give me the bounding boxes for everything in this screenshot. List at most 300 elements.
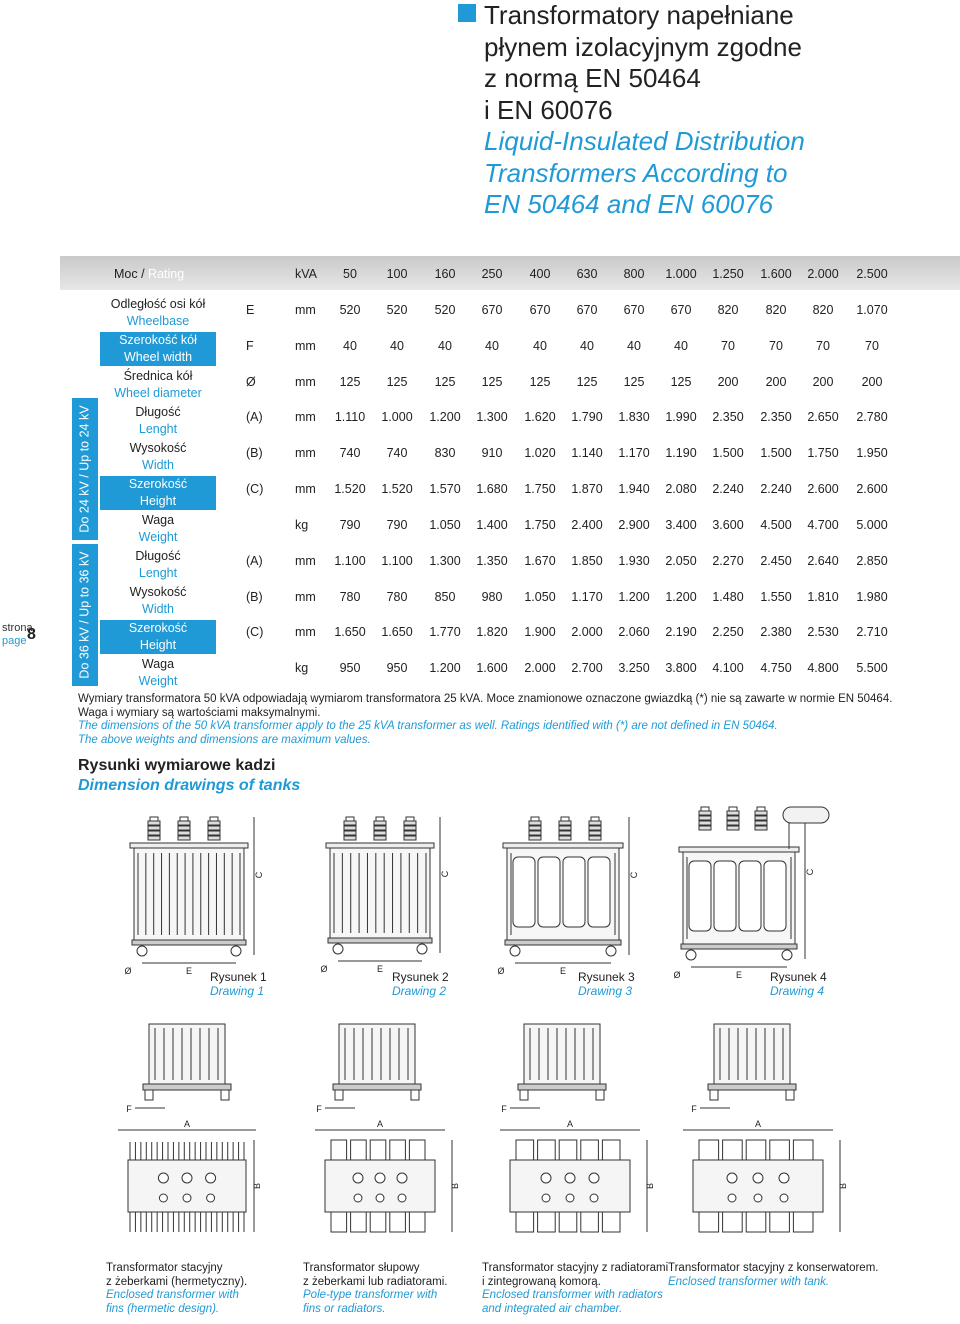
- desc-1-pl-2: z żeberkami (hermetyczny).: [106, 1275, 248, 1288]
- bushing-top: [566, 1194, 574, 1202]
- bushing-cap: [531, 817, 539, 821]
- figure-caption-4: [770, 970, 827, 998]
- table-cell: 2.080: [665, 482, 697, 496]
- side-base: [143, 1084, 231, 1090]
- section-title: [78, 756, 300, 796]
- row-label: [100, 584, 216, 618]
- note-pl-2: Waga i wymiary są wartościami maksymalnymi.: [78, 706, 321, 719]
- radiator-top: [409, 1212, 425, 1232]
- side-base: [708, 1084, 796, 1090]
- radiator-top: [723, 1212, 743, 1232]
- table-notes: [78, 693, 938, 747]
- row-label-en: Width: [142, 458, 174, 472]
- table-cell: 1.200: [429, 410, 461, 424]
- bushing-shed: [404, 831, 416, 835]
- row-symbol: (A): [246, 554, 263, 568]
- table-cell: 1.950: [856, 446, 888, 460]
- rating-label-pl: Moc /: [114, 267, 145, 281]
- note-en-2: The above weights and dimensions are maximum values.: [78, 733, 371, 746]
- table-cell: 125: [623, 375, 645, 389]
- radiator-top: [516, 1212, 534, 1232]
- bushing-cap: [701, 807, 709, 811]
- table-cell: 790: [386, 518, 408, 532]
- rating-header-cell: 2.500: [856, 267, 888, 281]
- figure-3-label-pl: Rysunek 3: [578, 970, 635, 984]
- row-label-pl: Szerokość: [128, 621, 188, 635]
- radiator-top: [793, 1140, 813, 1160]
- table-cell: 520: [434, 303, 456, 317]
- figure-caption-2: [392, 970, 449, 998]
- radiator-top: [770, 1212, 790, 1232]
- note-pl-1: Wymiary transformatora 50 kVA odpowiadają wymiarom transformatora 25 kVA. Moce znamionowe oznaczone gwiazdką (*) nie są zawarte w normie EN 50464.: [78, 693, 893, 705]
- desc-1-en-1: Enclosed transformer with: [106, 1289, 239, 1301]
- tank-side-view: [510, 1024, 606, 1108]
- drawing-3-side: [490, 1020, 630, 1115]
- conservator-tank: [783, 807, 829, 823]
- table-cell: 3.600: [712, 518, 744, 532]
- table-cell: 1.650: [334, 625, 366, 639]
- row-label: [100, 296, 216, 330]
- table-cell: 1.500: [712, 446, 744, 460]
- row-label-en: Weight: [138, 530, 178, 544]
- radiator-top: [581, 1212, 599, 1232]
- radiator-top: [390, 1140, 406, 1160]
- side-wheel: [335, 1090, 343, 1100]
- tank-side-body: [149, 1024, 225, 1084]
- table-cell: 2.270: [712, 554, 744, 568]
- table-cell: 1.570: [429, 482, 461, 496]
- wheel: [333, 944, 343, 954]
- table-cell: 1.350: [476, 554, 508, 568]
- table-cell: 40: [485, 339, 499, 353]
- desc-4-en-1: Enclosed transformer with tank.: [668, 1275, 830, 1288]
- row-label-pl: Waga: [141, 657, 175, 671]
- table-cell: 820: [717, 303, 739, 317]
- tank-body: [134, 848, 244, 940]
- tank-top-body: [693, 1160, 823, 1212]
- bushing-shed: [559, 826, 571, 830]
- side-wheel: [710, 1090, 718, 1100]
- row-unit: mm: [295, 482, 316, 496]
- bushing-shed: [529, 821, 541, 825]
- bushing-shed: [529, 831, 541, 835]
- table-cell: 1.940: [618, 482, 650, 496]
- rating-unit: kVA: [295, 267, 317, 281]
- table-cell: 4.100: [712, 661, 744, 675]
- desc-3-en-1: Enclosed transformer with radiators: [482, 1289, 663, 1301]
- table-cell: 830: [434, 446, 456, 460]
- radiator-panel: [739, 861, 761, 931]
- row-label-pl: Średnica kół: [123, 369, 193, 383]
- radiator-panel: [764, 861, 786, 931]
- tank-top-view: [118, 1130, 256, 1232]
- tank-side-body: [524, 1024, 600, 1084]
- table-cell: 125: [434, 375, 456, 389]
- table-cell: 670: [576, 303, 598, 317]
- bushing-top: [728, 1194, 736, 1202]
- rating-header-cell: 50: [343, 267, 357, 281]
- radiator-top: [699, 1212, 719, 1232]
- bushing-cap: [376, 817, 384, 821]
- table-cell: 950: [339, 661, 361, 675]
- table-cell: 670: [481, 303, 503, 317]
- table-cell: 2.640: [807, 554, 839, 568]
- row-label-pl: Odległość osi kół: [110, 297, 206, 311]
- table-cell: 1.200: [429, 661, 461, 675]
- radiator-top: [370, 1212, 386, 1232]
- bushing-top: [354, 1194, 362, 1202]
- tank-side-body: [339, 1024, 415, 1084]
- row-label-pl: Długość: [135, 549, 181, 563]
- figure-description-4: [668, 1262, 878, 1289]
- bushing-top: [779, 1173, 789, 1183]
- table-cell: 40: [390, 339, 404, 353]
- wheel: [782, 950, 792, 960]
- wheel: [606, 946, 616, 956]
- bushing-cap: [561, 817, 569, 821]
- table-cell: 820: [812, 303, 834, 317]
- table-cell: 1.850: [571, 554, 603, 568]
- drawing-2-side: [305, 1020, 445, 1115]
- section-title-pl: Rysunki wymiarowe kadzi: [78, 757, 276, 774]
- bushing-shed: [727, 811, 739, 815]
- table-cell: 2.400: [571, 518, 603, 532]
- table-cell: 70: [865, 339, 879, 353]
- tank-lid: [326, 843, 434, 848]
- radiator-top: [351, 1212, 367, 1232]
- dimension-label-c: C: [629, 871, 639, 879]
- table-cell: 2.240: [712, 482, 744, 496]
- bushing-shed: [178, 831, 190, 835]
- dimension-label-e: E: [185, 966, 193, 976]
- title-pl-line-4: i EN 60076: [484, 94, 613, 125]
- bushing-top: [727, 1173, 737, 1183]
- bushing-top: [590, 1194, 598, 1202]
- header-accent-square: [458, 4, 476, 22]
- row-label-en: Height: [139, 494, 177, 508]
- radiator-top: [770, 1140, 790, 1160]
- figure-4-label-en: Drawing 4: [770, 984, 825, 998]
- tank-side-body: [714, 1024, 790, 1084]
- tank-front-view: [326, 817, 440, 961]
- rating-header-cell: 250: [481, 267, 503, 281]
- page-label-pl: strona: [2, 622, 33, 634]
- table-cell: 2.650: [807, 410, 839, 424]
- table-cell: 70: [721, 339, 735, 353]
- table-cell: 1.830: [618, 410, 650, 424]
- bushing-shed: [755, 816, 767, 820]
- bushing-shed: [208, 836, 220, 840]
- bushing-shed: [374, 836, 386, 840]
- table-cell: 200: [861, 375, 883, 389]
- title-en-line-3: EN 50464 and EN 60076: [484, 189, 774, 219]
- tank-top-body: [128, 1160, 246, 1212]
- desc-3-pl-1: Transformator stacyjny z radiatorami: [482, 1262, 669, 1274]
- row-label: [100, 440, 216, 474]
- radiator-panel: [714, 861, 736, 931]
- row-unit: mm: [295, 375, 316, 389]
- dimension-label-a: A: [566, 1119, 574, 1129]
- row-symbol: (C): [246, 482, 264, 496]
- row-unit: mm: [295, 590, 316, 604]
- table-cell: 40: [580, 339, 594, 353]
- dimension-label-f: F: [126, 1104, 132, 1114]
- bushing-shed: [755, 826, 767, 830]
- bushing-shed: [344, 831, 356, 835]
- table-cell: 125: [386, 375, 408, 389]
- table-cell: 2.710: [856, 625, 888, 639]
- table-cell: 740: [339, 446, 361, 460]
- bushing-shed: [727, 826, 739, 830]
- row-label-en: Wheelbase: [126, 314, 190, 328]
- rating-header-cell: 630: [576, 267, 598, 281]
- bushing-shed: [559, 821, 571, 825]
- drawing-2-top: [300, 1120, 460, 1260]
- row-symbol: Ø: [246, 375, 256, 389]
- rating-header-cell: 2.000: [807, 267, 839, 281]
- row-symbol: (B): [246, 446, 263, 460]
- note-en-1: The dimensions of the 50 kVA transformer apply to the 25 kVA transformer as well. Ratings identified with (*) are not defined in EN 50464.: [78, 720, 778, 732]
- bushing-shed: [559, 831, 571, 835]
- bushing-shed: [727, 816, 739, 820]
- row-unit: mm: [295, 339, 316, 353]
- bushing-cap: [346, 817, 354, 821]
- table-cell: 1.600: [476, 661, 508, 675]
- figure-2-label-en: Drawing 2: [392, 984, 447, 998]
- tank-front-view: [503, 817, 629, 963]
- tank-base: [505, 940, 621, 945]
- table-cell: 2.000: [571, 625, 603, 639]
- radiator-top: [409, 1140, 425, 1160]
- bushing-shed: [529, 826, 541, 830]
- side-wheel: [596, 1090, 604, 1100]
- table-cell: 1.750: [807, 446, 839, 460]
- table-cell: 40: [674, 339, 688, 353]
- table-cell: 1.820: [476, 625, 508, 639]
- radiator-top: [602, 1212, 620, 1232]
- row-label-pl: Szerokość: [128, 477, 188, 491]
- table-cell: 1.300: [476, 410, 508, 424]
- dimension-label-e: E: [735, 970, 743, 980]
- dimension-label-f: F: [316, 1104, 322, 1114]
- side-wheel: [786, 1090, 794, 1100]
- radiator-top: [602, 1140, 620, 1160]
- radiator-top: [746, 1140, 766, 1160]
- group-36kv-label: Do 36 kV / Up to 36 kV: [78, 551, 92, 679]
- table-cell: 1.400: [476, 518, 508, 532]
- bushing-top: [206, 1173, 216, 1183]
- row-symbol: (B): [246, 590, 263, 604]
- dimension-label-o: Ø: [320, 964, 328, 974]
- table-cell: 3.250: [618, 661, 650, 675]
- bushing-cap: [180, 817, 188, 821]
- row-label: [100, 656, 216, 690]
- table-cell: 1.170: [618, 446, 650, 460]
- radiator-panel: [538, 857, 560, 927]
- bushing-top: [589, 1173, 599, 1183]
- table-cell: 40: [627, 339, 641, 353]
- table-cell: 40: [343, 339, 357, 353]
- bushing-shed: [699, 816, 711, 820]
- row-label: [100, 368, 216, 402]
- radiator-top: [793, 1212, 813, 1232]
- bushing-shed: [208, 826, 220, 830]
- table-cell: 70: [816, 339, 830, 353]
- table-cell: 2.190: [665, 625, 697, 639]
- tank-base: [328, 938, 432, 943]
- dimension-label-o: Ø: [497, 966, 505, 976]
- table-cell: 1.620: [524, 410, 556, 424]
- table-cell: 1.870: [571, 482, 603, 496]
- tank-front-view: [679, 807, 805, 967]
- row-label: [100, 476, 216, 510]
- dimension-label-a: A: [754, 1119, 762, 1129]
- row-label: [100, 404, 216, 438]
- bushing-top: [159, 1194, 167, 1202]
- dimension-label-c: C: [440, 870, 450, 878]
- bushing-shed: [755, 811, 767, 815]
- table-cell: 4.500: [760, 518, 792, 532]
- desc-3-en-2: and integrated air chamber.: [482, 1302, 623, 1315]
- radiator-top: [516, 1140, 534, 1160]
- table-cell: 670: [623, 303, 645, 317]
- dimension-label-a: A: [376, 1119, 384, 1129]
- figure-4-label-pl: Rysunek 4: [770, 970, 827, 984]
- wheel: [231, 946, 241, 956]
- bushing-shed: [404, 836, 416, 840]
- radiator-panel: [588, 857, 610, 927]
- table-cell: 2.600: [856, 482, 888, 496]
- bushing-top: [398, 1194, 406, 1202]
- tank-body: [330, 848, 430, 938]
- radiator-top: [331, 1140, 347, 1160]
- bushing-shed: [374, 831, 386, 835]
- figure-1-label-pl: Rysunek 1: [210, 970, 267, 984]
- figure-description-2: [303, 1262, 447, 1316]
- tank-top-view: [500, 1130, 647, 1232]
- radiator-top: [559, 1140, 577, 1160]
- bushing-shed: [589, 821, 601, 825]
- wheel: [510, 946, 520, 956]
- table-cell: 5.500: [856, 661, 888, 675]
- table-cell: 1.100: [381, 554, 413, 568]
- dimension-label-f: F: [501, 1104, 507, 1114]
- row-unit: mm: [295, 410, 316, 424]
- rating-header-cell: 160: [434, 267, 456, 281]
- drawing-4-top: [668, 1120, 848, 1260]
- radiator-top: [723, 1140, 743, 1160]
- tank-top-view: [315, 1130, 452, 1232]
- bushing-cap: [150, 817, 158, 821]
- bushing-cap: [757, 807, 765, 811]
- radiator-top: [581, 1140, 599, 1160]
- radiator-top: [699, 1140, 719, 1160]
- tank-side-view: [325, 1024, 421, 1108]
- page-label-en: page: [2, 635, 27, 647]
- table-cell: 1.680: [476, 482, 508, 496]
- bushing-shed: [148, 826, 160, 830]
- table-cell: 200: [717, 375, 739, 389]
- table-cell: 2.450: [760, 554, 792, 568]
- bushing-shed: [178, 826, 190, 830]
- rating-label-en: Rating: [148, 267, 185, 281]
- table-cell: 1.480: [712, 590, 744, 604]
- figure-caption-3: [578, 970, 635, 998]
- bushing-shed: [529, 836, 541, 840]
- dimension-label-o: Ø: [673, 970, 681, 980]
- radiator-top: [538, 1140, 556, 1160]
- desc-2-pl-1: Transformator słupowy: [303, 1262, 420, 1274]
- dimension-label-a: A: [183, 1119, 191, 1129]
- dimension-label-c: C: [254, 871, 264, 879]
- bushing-shed: [589, 826, 601, 830]
- table-cell: 670: [529, 303, 551, 317]
- table-cell: 200: [765, 375, 787, 389]
- bushing-shed: [178, 821, 190, 825]
- drawing-3-front: [485, 815, 645, 976]
- table-cell: 780: [339, 590, 361, 604]
- bushing-shed: [148, 831, 160, 835]
- table-cell: 910: [481, 446, 503, 460]
- desc-4-pl-1: Transformator stacyjny z konserwatorem.: [668, 1262, 879, 1274]
- tank-lid: [130, 843, 248, 848]
- figure-2-label-pl: Rysunek 2: [392, 970, 449, 984]
- bushing-shed: [208, 831, 220, 835]
- bushing-cap: [406, 817, 414, 821]
- table-cell: 40: [533, 339, 547, 353]
- bushing-shed: [344, 826, 356, 830]
- table-cell: 1.790: [571, 410, 603, 424]
- side-base: [518, 1084, 606, 1090]
- figure-1-label-en: Drawing 1: [210, 984, 265, 998]
- bushing-shed: [699, 826, 711, 830]
- dimension-label-e: E: [376, 964, 384, 974]
- table-cell: 520: [339, 303, 361, 317]
- table-cell: 1.050: [429, 518, 461, 532]
- rating-header-cell: 1.000: [665, 267, 697, 281]
- tank-top-body: [325, 1160, 435, 1212]
- drawing-1-side: [115, 1020, 255, 1115]
- desc-2-en-1: Pole-type transformer with: [303, 1289, 438, 1301]
- wheel: [417, 944, 427, 954]
- row-label-en: Wheel diameter: [114, 386, 202, 400]
- tank-top-view: [683, 1130, 840, 1232]
- bushing-shed: [699, 821, 711, 825]
- row-unit: kg: [295, 661, 309, 675]
- dimension-label-f: F: [691, 1104, 697, 1114]
- bushing-top: [375, 1173, 385, 1183]
- tank-side-view: [135, 1024, 231, 1108]
- drawing-1-front: [114, 815, 269, 976]
- title-pl-line-1: Transformatory napełniane: [484, 0, 794, 30]
- bushing-shed: [374, 826, 386, 830]
- table-cell: 5.000: [856, 518, 888, 532]
- bushing-top: [753, 1173, 763, 1183]
- table-cell: 1.100: [334, 554, 366, 568]
- row-label: [100, 332, 216, 366]
- row-label: [100, 620, 216, 654]
- desc-2-en-2: fins or radiators.: [303, 1302, 386, 1315]
- tank-lid: [503, 843, 623, 848]
- table-cell: 950: [386, 661, 408, 675]
- table-cell: 125: [576, 375, 598, 389]
- figure-caption-1: [210, 970, 267, 998]
- section-title-en: Dimension drawings of tanks: [78, 777, 301, 794]
- figure-description-3: [482, 1262, 668, 1316]
- wheel: [137, 946, 147, 956]
- radiator-top: [559, 1212, 577, 1232]
- table-cell: 2.780: [856, 410, 888, 424]
